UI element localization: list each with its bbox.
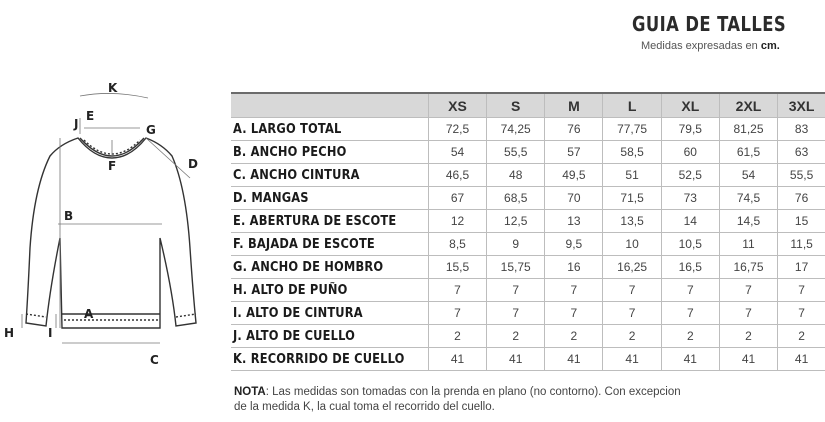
table-cell: 7 xyxy=(428,279,486,302)
table-cell: 41 xyxy=(428,348,486,371)
table-cell: 54 xyxy=(719,164,777,187)
table-cell: 9,5 xyxy=(545,233,603,256)
label-k: K xyxy=(108,81,118,95)
row-label-text: E. ABERTURA DE ESCOTE xyxy=(233,213,397,229)
label-i: I xyxy=(48,326,53,340)
table-row xyxy=(231,210,825,233)
table-cell: 70 xyxy=(545,187,603,210)
row-label xyxy=(231,141,428,164)
row-label-text: G. ANCHO DE HOMBRO xyxy=(233,259,384,275)
table-cell: 15 xyxy=(778,210,825,233)
row-label xyxy=(231,164,428,187)
size-header: XL xyxy=(661,93,719,118)
subtitle-text: Medidas expresadas en xyxy=(641,40,758,52)
row-label-text: F. BAJADA DE ESCOTE xyxy=(233,236,375,252)
table-cell: 7 xyxy=(487,279,545,302)
table-row xyxy=(231,187,825,210)
table-cell: 11 xyxy=(719,233,777,256)
table-cell: 14,5 xyxy=(719,210,777,233)
row-label-text: J. ALTO DE CUELLO xyxy=(233,328,356,344)
note-text: : Las medidas son tomadas con la prenda en plano (no contorno). Con excepcion de la medida K, la cual toma el recorrido del cuello. xyxy=(234,386,681,413)
row-label-text: K. RECORRIDO DE CUELLO xyxy=(233,351,405,367)
size-header: L xyxy=(603,93,661,118)
row-label-text: C. ANCHO CINTURA xyxy=(233,167,360,183)
table-cell: 13 xyxy=(545,210,603,233)
label-h: H xyxy=(4,326,15,340)
note xyxy=(234,385,694,415)
row-label xyxy=(231,325,428,348)
table-cell: 12,5 xyxy=(487,210,545,233)
table-cell: 41 xyxy=(719,348,777,371)
table-cell: 7 xyxy=(719,302,777,325)
sweatshirt-diagram xyxy=(0,78,225,378)
table-cell: 7 xyxy=(719,279,777,302)
table-cell: 79,5 xyxy=(661,118,719,141)
table-cell: 10,5 xyxy=(661,233,719,256)
table-cell: 15,5 xyxy=(428,256,486,279)
table-cell: 55,5 xyxy=(487,141,545,164)
table-cell: 7 xyxy=(778,302,825,325)
table-cell: 13,5 xyxy=(603,210,661,233)
table-cell: 2 xyxy=(661,325,719,348)
table-cell: 11,5 xyxy=(778,233,825,256)
table-cell: 12 xyxy=(428,210,486,233)
table-cell: 46,5 xyxy=(428,164,486,187)
table-row xyxy=(231,325,825,348)
table-cell: 16 xyxy=(545,256,603,279)
table-cell: 15,75 xyxy=(487,256,545,279)
row-label-text: H. ALTO DE PUÑO xyxy=(233,282,348,298)
row-label xyxy=(231,118,428,141)
table-cell: 63 xyxy=(778,141,825,164)
row-label xyxy=(231,210,428,233)
table-cell: 2 xyxy=(487,325,545,348)
table-cell: 7 xyxy=(487,302,545,325)
table-cell: 41 xyxy=(487,348,545,371)
table-cell: 16,5 xyxy=(661,256,719,279)
row-label-text: D. MANGAS xyxy=(233,190,309,206)
page-subtitle xyxy=(641,40,780,52)
table-cell: 41 xyxy=(603,348,661,371)
table-body xyxy=(231,118,825,371)
table-cell: 7 xyxy=(545,302,603,325)
table-cell: 76 xyxy=(778,187,825,210)
table-cell: 8,5 xyxy=(428,233,486,256)
row-label xyxy=(231,279,428,302)
row-label xyxy=(231,233,428,256)
label-j: J xyxy=(74,117,79,131)
row-label xyxy=(231,302,428,325)
table-cell: 81,25 xyxy=(719,118,777,141)
row-label-text: B. ANCHO PECHO xyxy=(233,144,347,160)
label-g: G xyxy=(146,123,156,137)
table-cell: 2 xyxy=(778,325,825,348)
table-row xyxy=(231,302,825,325)
table-cell: 17 xyxy=(778,256,825,279)
table-row xyxy=(231,256,825,279)
table-cell: 51 xyxy=(603,164,661,187)
table-cell: 60 xyxy=(661,141,719,164)
table-cell: 7 xyxy=(603,279,661,302)
table-cell: 41 xyxy=(661,348,719,371)
table-cell: 73 xyxy=(661,187,719,210)
label-b: B xyxy=(64,209,74,223)
table-cell: 68,5 xyxy=(487,187,545,210)
row-label xyxy=(231,256,428,279)
table-cell: 7 xyxy=(661,302,719,325)
table-cell: 49,5 xyxy=(545,164,603,187)
table-header-row xyxy=(231,93,825,118)
label-a: A xyxy=(84,307,94,321)
table-corner xyxy=(231,93,428,118)
size-header: XS xyxy=(428,93,486,118)
table-cell: 48 xyxy=(487,164,545,187)
table-cell: 2 xyxy=(428,325,486,348)
table-cell: 77,75 xyxy=(603,118,661,141)
table-cell: 57 xyxy=(545,141,603,164)
table-cell: 14 xyxy=(661,210,719,233)
table-cell: 7 xyxy=(778,279,825,302)
table-cell: 83 xyxy=(778,118,825,141)
table-cell: 7 xyxy=(603,302,661,325)
table-cell: 76 xyxy=(545,118,603,141)
row-label xyxy=(231,187,428,210)
subtitle-unit: cm. xyxy=(760,40,780,52)
table-cell: 55,5 xyxy=(778,164,825,187)
page-title: GUIA DE TALLES xyxy=(632,12,787,36)
table-cell: 41 xyxy=(545,348,603,371)
label-f: F xyxy=(108,159,117,173)
table-cell: 74,5 xyxy=(719,187,777,210)
table-cell: 61,5 xyxy=(719,141,777,164)
table-row xyxy=(231,279,825,302)
size-header: S xyxy=(487,93,545,118)
table-cell: 74,25 xyxy=(487,118,545,141)
note-prefix: NOTA xyxy=(234,386,266,398)
label-d: D xyxy=(188,157,198,171)
table-cell: 41 xyxy=(778,348,825,371)
table-cell: 2 xyxy=(719,325,777,348)
table-row xyxy=(231,118,825,141)
table-cell: 67 xyxy=(428,187,486,210)
table-cell: 2 xyxy=(545,325,603,348)
row-label xyxy=(231,348,428,371)
table-cell: 7 xyxy=(545,279,603,302)
size-table xyxy=(231,92,825,371)
label-e: E xyxy=(86,109,95,123)
size-header: 2XL xyxy=(719,93,777,118)
row-label-text: A. LARGO TOTAL xyxy=(233,121,342,137)
table-cell: 2 xyxy=(603,325,661,348)
table-row xyxy=(231,141,825,164)
table-cell: 9 xyxy=(487,233,545,256)
size-header: 3XL xyxy=(778,93,825,118)
table-cell: 58,5 xyxy=(603,141,661,164)
label-c: C xyxy=(150,353,159,367)
row-label-text: I. ALTO DE CINTURA xyxy=(233,305,363,321)
table-cell: 71,5 xyxy=(603,187,661,210)
table-row xyxy=(231,164,825,187)
table-cell: 54 xyxy=(428,141,486,164)
table-cell: 52,5 xyxy=(661,164,719,187)
table-cell: 16,75 xyxy=(719,256,777,279)
table-cell: 10 xyxy=(603,233,661,256)
table-row xyxy=(231,233,825,256)
table-cell: 72,5 xyxy=(428,118,486,141)
table-cell: 7 xyxy=(428,302,486,325)
table-cell: 7 xyxy=(661,279,719,302)
size-header: M xyxy=(545,93,603,118)
table-cell: 16,25 xyxy=(603,256,661,279)
table-row xyxy=(231,348,825,371)
